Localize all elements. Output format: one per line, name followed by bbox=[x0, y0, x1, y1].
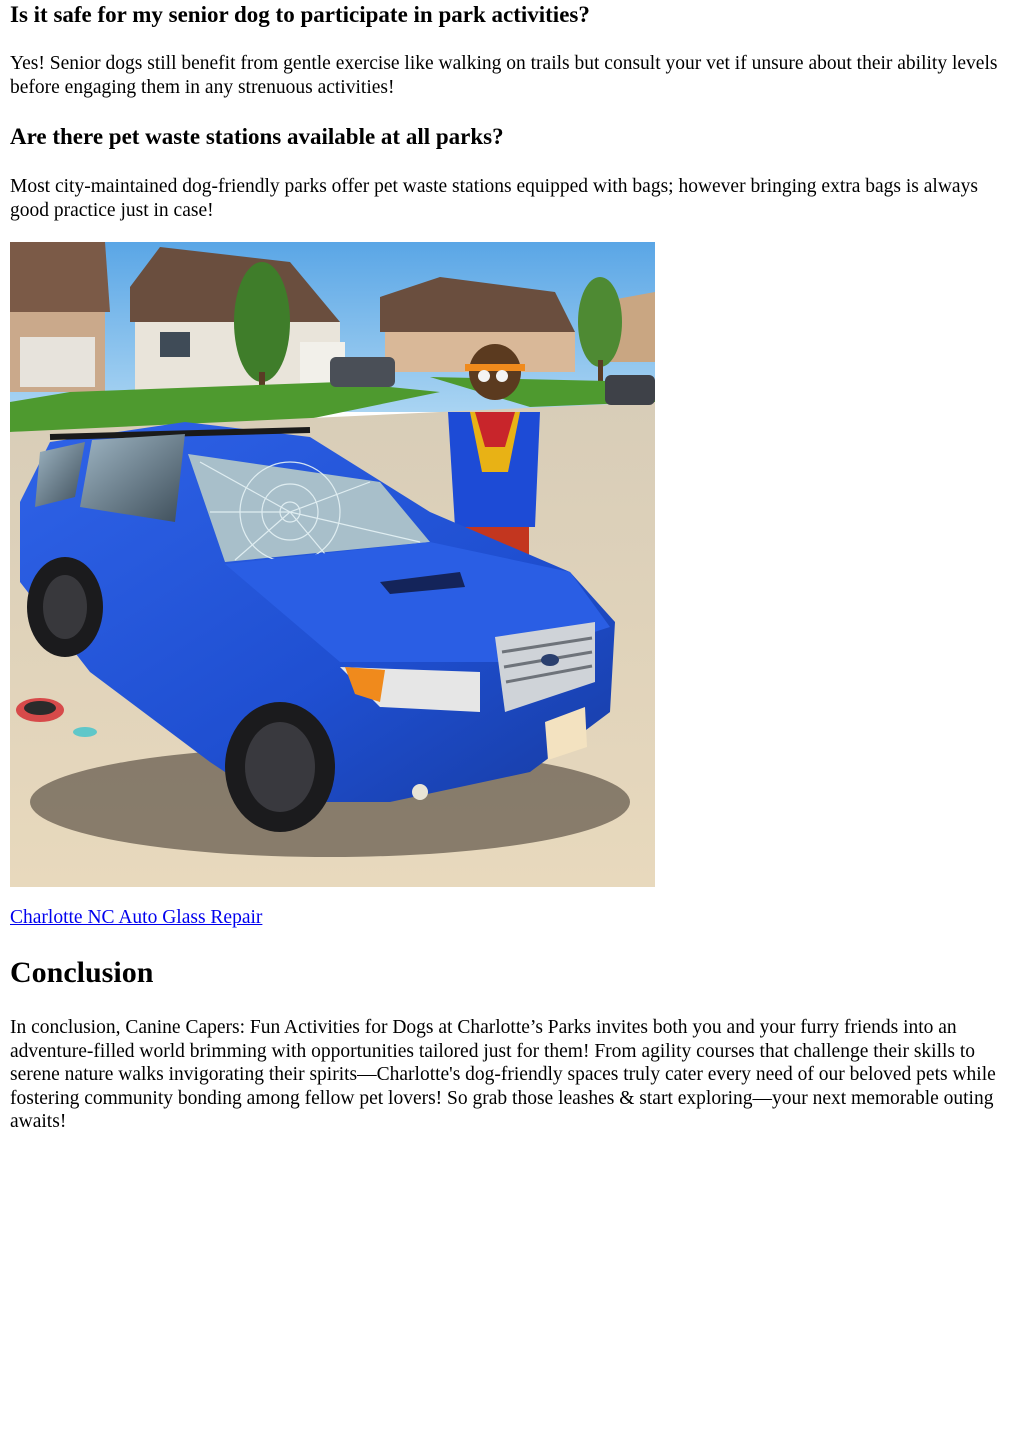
faq-question-waste-stations: Are there pet waste stations available at all parks? bbox=[10, 124, 504, 149]
conclusion-paragraph: In conclusion, Canine Capers: Fun Activities for Dogs at Charlotte’s Parks invites both you and your furry friends into an adventure-filled world brimming with opportunities tailored just for them! From agility courses that challenge their skills to serene nature walks invigorating their spirits—Charlotte's dog-friendly spaces truly cater every need of our beloved pets while fostering community bonding among fellow pet lovers! So grab those leashes & start exploring—your next memorable outing awaits! bbox=[10, 1017, 996, 1132]
auto-glass-repair-link[interactable]: Charlotte NC Auto Glass Repair bbox=[10, 907, 263, 928]
conclusion-heading: Conclusion bbox=[10, 956, 154, 989]
link-container bbox=[10, 906, 262, 930]
article-image-blue-car-broken-windshield bbox=[10, 242, 655, 887]
faq-question-senior-dog: Is it safe for my senior dog to participate in park activities? bbox=[10, 2, 590, 27]
faq-answer-senior-dog: Yes! Senior dogs still benefit from gentle exercise like walking on trails but consult your vet if unsure about their ability levels before engaging them in any strenuous activities! bbox=[10, 53, 998, 98]
car-scene-illustration bbox=[10, 242, 655, 887]
faq-answer-waste-stations: Most city-maintained dog-friendly parks offer pet waste stations equipped with bags; however bringing extra bags is always good practice just in case! bbox=[10, 176, 978, 221]
